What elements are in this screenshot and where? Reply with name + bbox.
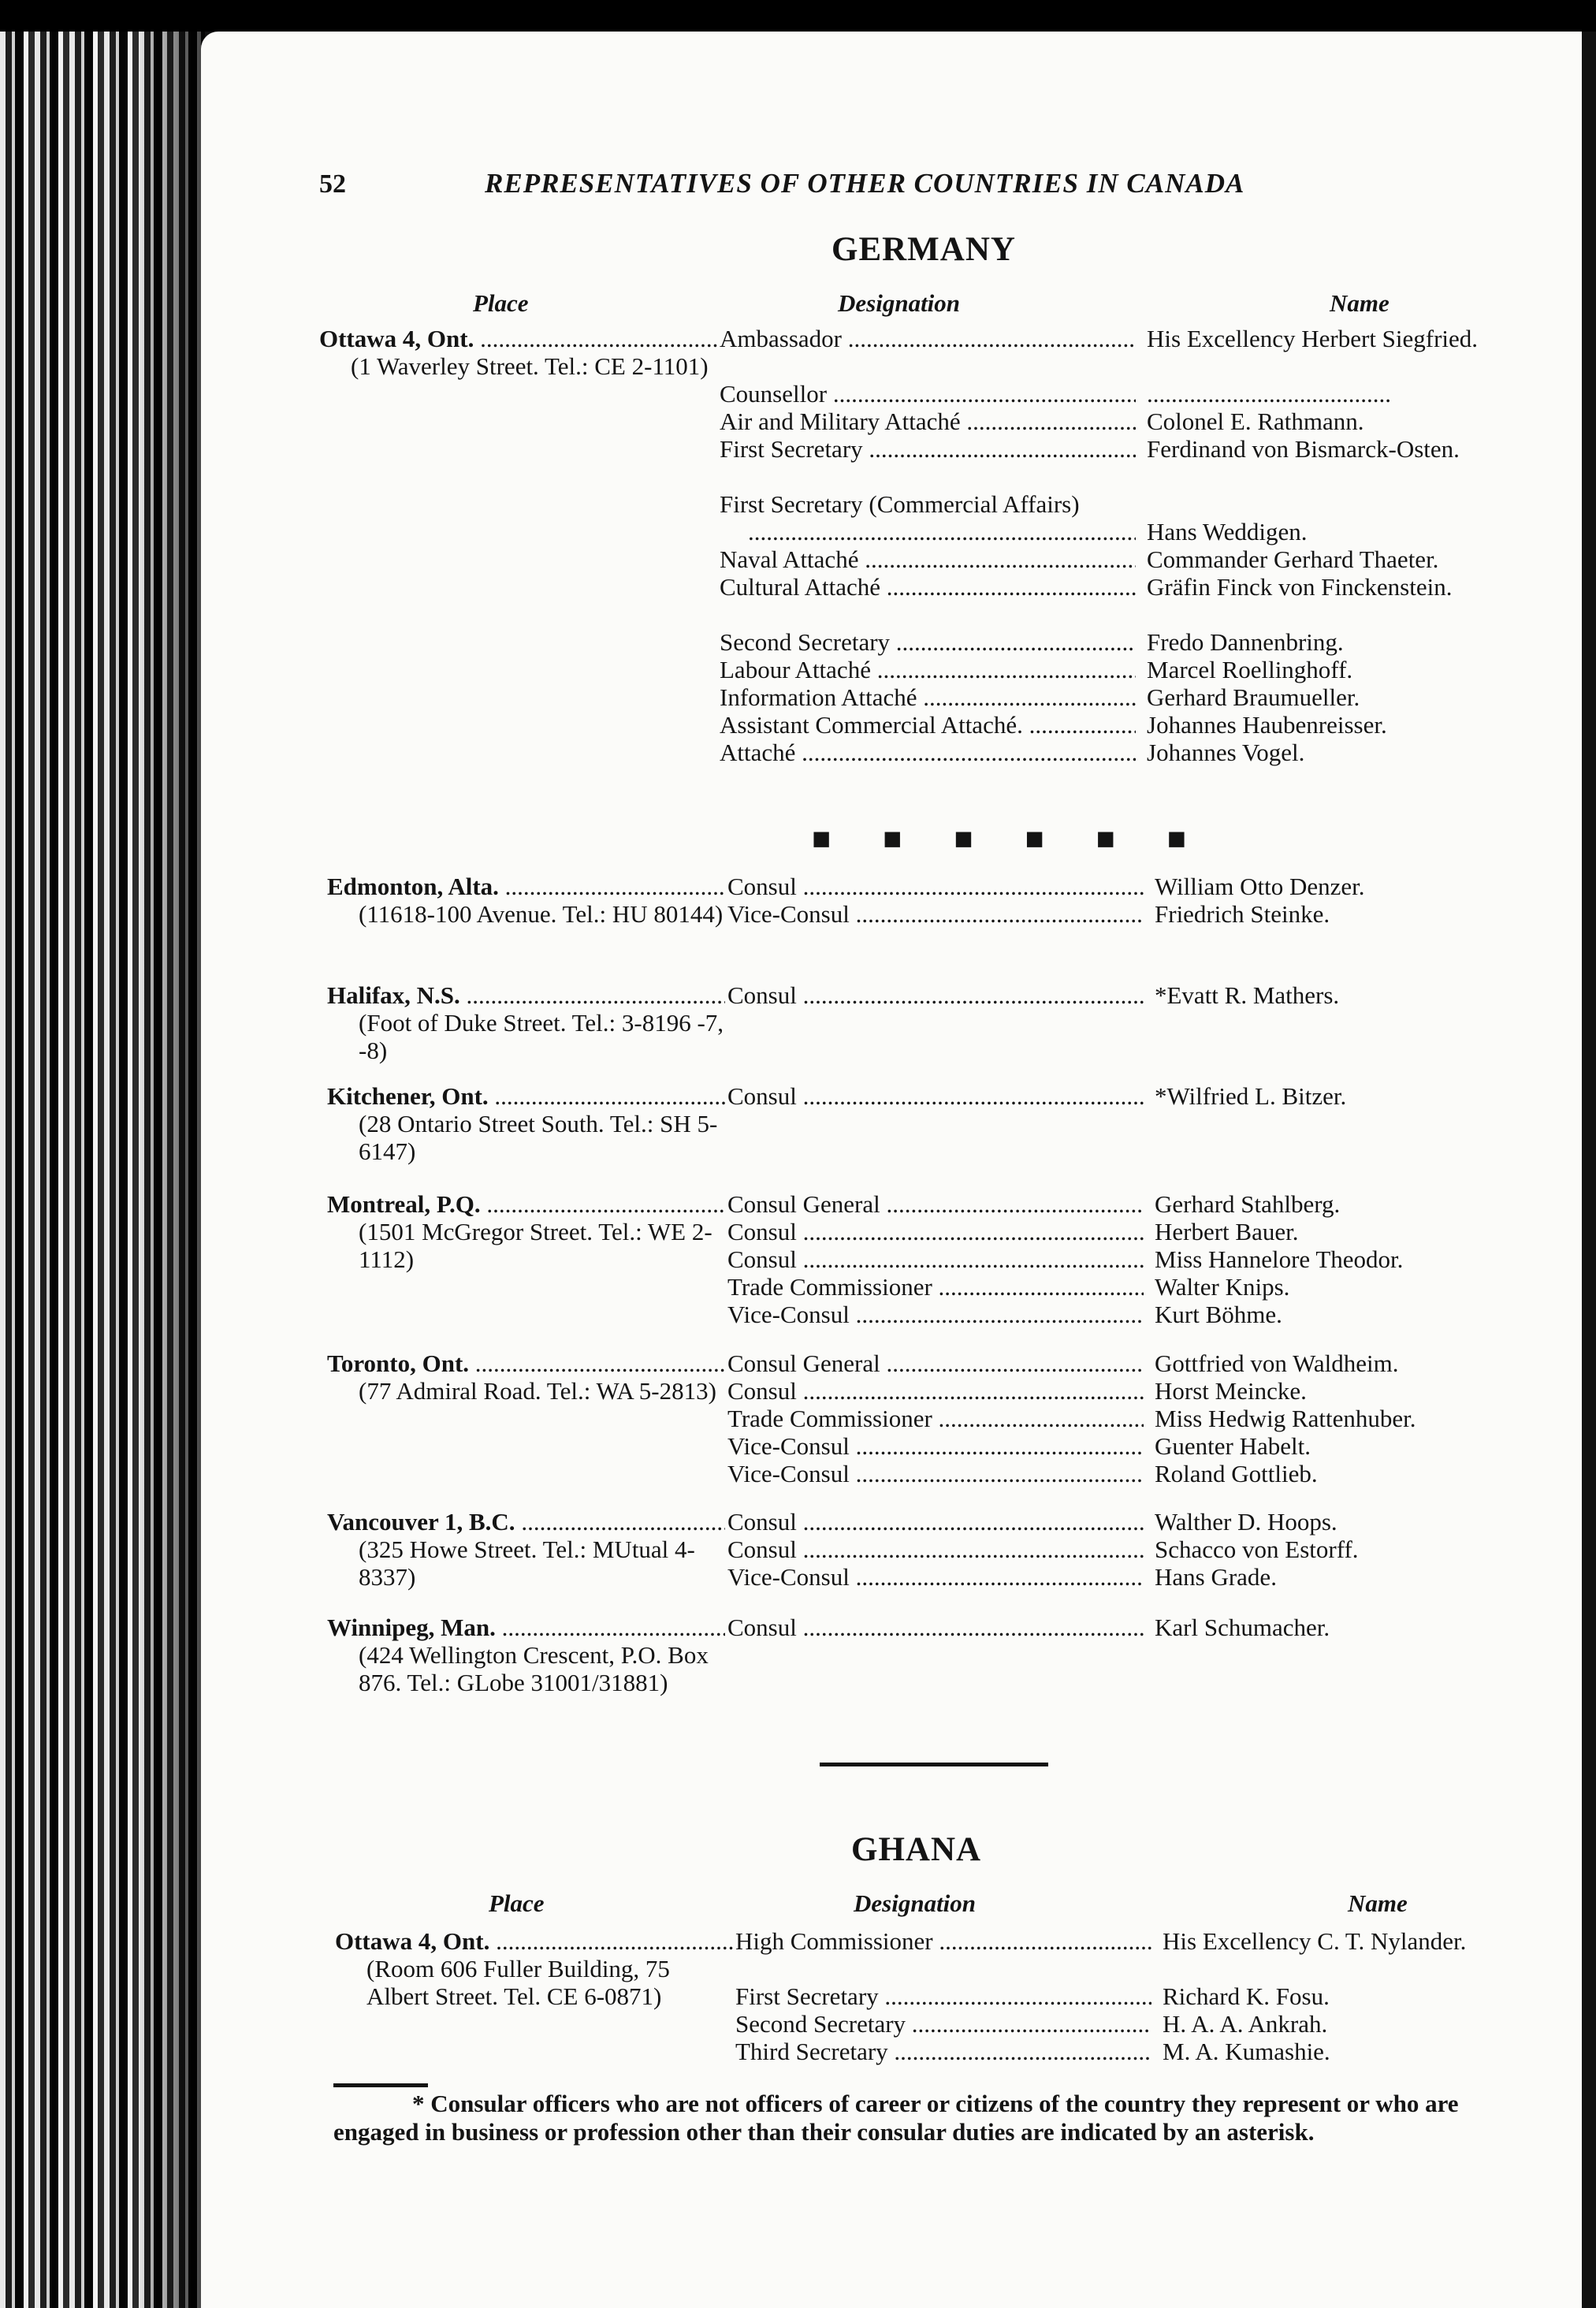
column-header-place: Place <box>473 289 529 317</box>
person-name: Friedrich Steinke. <box>1155 900 1330 928</box>
designation-cell <box>727 1082 1144 1110</box>
name-cell <box>1155 873 1525 928</box>
scan-right-border <box>1582 32 1596 2308</box>
place-cell <box>327 1614 725 1696</box>
designation: Vice-Consul ..... <box>727 1563 1144 1591</box>
entry-ghana-ottawa <box>335 1927 1564 2065</box>
name-cell <box>1155 1349 1525 1487</box>
name-cell <box>1147 325 1517 766</box>
designation: Naval Attaché ..... <box>720 545 1136 573</box>
page-number: 52 <box>319 169 346 199</box>
designation: Third Secretary ..... <box>735 2038 1151 2065</box>
designation: Consul ..... <box>727 873 1144 900</box>
person-name: Richard K. Fosu. <box>1163 1982 1330 2010</box>
designation: High Commissioner ..... <box>735 1927 1151 1955</box>
designation: Attaché ..... <box>720 739 1136 766</box>
designation: First Secretary ..... <box>720 435 1136 463</box>
footnote-rule <box>333 2083 428 2087</box>
person-name: Guenter Habelt. <box>1155 1432 1311 1460</box>
person-name: Colonel E. Rathmann. <box>1147 408 1364 435</box>
place-cell <box>319 325 717 380</box>
designation: Consul ..... <box>727 1614 1144 1641</box>
designation: Consul ..... <box>727 1245 1144 1273</box>
name-cell <box>1155 981 1525 1009</box>
place-name: Ottawa 4, Ont. ..... <box>319 325 717 352</box>
place-cell <box>335 1927 733 2010</box>
place-cell <box>327 873 725 928</box>
person-name: Kurt Böhme. <box>1155 1301 1282 1328</box>
entry-germany-winnipeg <box>327 1614 1557 1732</box>
place-cell <box>327 1349 725 1405</box>
entry-germany-kitchener <box>327 1082 1557 1169</box>
scan-top-border <box>0 0 1596 32</box>
entry-germany-halifax <box>327 981 1557 1068</box>
entry-germany-edmonton <box>327 873 1557 959</box>
designation-wrapped <box>720 490 1136 545</box>
person-name: Gräfin Finck von Finckenstein. <box>1147 573 1453 601</box>
designation: Second Secretary ..... <box>720 628 1136 656</box>
place-address: (11618-100 Avenue. Tel.: HU 80144) <box>359 900 724 928</box>
column-header-name: Name <box>1348 1889 1408 1917</box>
person-name: Johannes Vogel. <box>1147 739 1305 766</box>
designation-cell <box>720 325 1136 766</box>
person-name: Schacco von Estorff. <box>1155 1536 1359 1563</box>
place-name: Edmonton, Alta. ..... <box>327 873 725 900</box>
designation: Assistant Commercial Attaché. ..... <box>720 711 1136 739</box>
person-name: Marcel Roellinghoff. <box>1147 656 1353 683</box>
designation: Vice-Consul ..... <box>727 1301 1144 1328</box>
name-cell <box>1155 1190 1525 1328</box>
place-address: (28 Ontario Street South. Tel.: SH 5-6147) <box>359 1110 718 1165</box>
name-cell <box>1155 1614 1525 1641</box>
designation: Counsellor ..... <box>720 380 1136 408</box>
person-name: Gerhard Braumueller. <box>1147 683 1360 711</box>
person-name-vacant: ........................................ <box>1147 380 1391 408</box>
entry-germany-ottawa <box>319 325 1549 798</box>
binding-shadow <box>138 32 205 2308</box>
person-name: Hans Weddigen. <box>1147 518 1308 545</box>
designation: Consul ..... <box>727 1218 1144 1245</box>
person-name: M. A. Kumashie. <box>1163 2038 1330 2065</box>
place-name: Vancouver 1, B.C. ..... <box>327 1508 725 1536</box>
person-name: Walther D. Hoops. <box>1155 1508 1337 1536</box>
person-name: Miss Hannelore Theodor. <box>1155 1245 1404 1273</box>
place-cell <box>327 1082 725 1165</box>
person-name: Karl Schumacher. <box>1155 1614 1330 1641</box>
person-name: Fredo Dannenbring. <box>1147 628 1344 656</box>
section-divider-rule <box>820 1763 1048 1766</box>
entry-germany-montreal <box>327 1190 1557 1332</box>
person-name: *Wilfried L. Bitzer. <box>1155 1082 1347 1110</box>
place-address: (424 Wellington Crescent, P.O. Box 876. Tel.: GLobe 31001/31881) <box>359 1641 709 1696</box>
designation-cell <box>727 1190 1144 1328</box>
country-title-ghana: GHANA <box>851 1831 982 1868</box>
designation: Consul ..... <box>727 1536 1144 1563</box>
person-name: Horst Meincke. <box>1155 1377 1307 1405</box>
place-address: (Foot of Duke Street. Tel.: 3-8196 -7, -8) <box>359 1009 724 1064</box>
place-name: Montreal, P.Q. ..... <box>327 1190 725 1218</box>
person-name: Miss Hedwig Rattenhuber. <box>1155 1405 1416 1432</box>
designation: Air and Military Attaché ..... <box>720 408 1136 435</box>
designation-cell <box>735 1927 1151 2065</box>
person-name: Johannes Haubenreisser. <box>1147 711 1387 739</box>
person-name: Ferdinand von Bismarck-Osten. <box>1147 435 1460 463</box>
person-name: Gottfried von Waldheim. <box>1155 1349 1399 1377</box>
designation: Trade Commissioner ..... <box>727 1273 1144 1301</box>
designation-cell <box>727 1614 1144 1641</box>
place-cell <box>327 1508 725 1591</box>
place-name: Halifax, N.S. ..... <box>327 981 725 1009</box>
designation-cell <box>727 1508 1144 1591</box>
designation: Consul ..... <box>727 1082 1144 1110</box>
designation: Vice-Consul ..... <box>727 1460 1144 1487</box>
person-name: Roland Gottlieb. <box>1155 1460 1318 1487</box>
place-address: (1501 McGregor Street. Tel.: WE 2-1112) <box>359 1218 712 1273</box>
column-header-place: Place <box>489 1889 545 1917</box>
document-page <box>201 32 1582 2308</box>
designation-cell <box>727 981 1144 1009</box>
entry-germany-toronto <box>327 1349 1557 1491</box>
designation: Cultural Attaché ..... <box>720 573 1136 601</box>
designation-cell <box>727 873 1144 928</box>
designation: Labour Attaché ..... <box>720 656 1136 683</box>
person-name: Gerhard Stahlberg. <box>1155 1190 1341 1218</box>
place-name: Kitchener, Ont. ..... <box>327 1082 725 1110</box>
place-address: (77 Admiral Road. Tel.: WA 5-2813) <box>359 1377 716 1405</box>
person-name: Hans Grade. <box>1155 1563 1277 1591</box>
entry-germany-vancouver <box>327 1508 1557 1595</box>
place-name: Toronto, Ont. ..... <box>327 1349 725 1377</box>
designation-cell <box>727 1349 1144 1487</box>
designation: Trade Commissioner ..... <box>727 1405 1144 1432</box>
designation: Consul General ..... <box>727 1190 1144 1218</box>
place-cell <box>327 981 725 1064</box>
person-name: His Excellency Herbert Siegfried. <box>1147 325 1479 352</box>
place-name: Ottawa 4, Ont. ..... <box>335 1927 733 1955</box>
designation: Ambassador ..... <box>720 325 1136 352</box>
place-name: Winnipeg, Man. ..... <box>327 1614 725 1641</box>
name-cell <box>1163 1927 1533 2065</box>
designation: Consul General ..... <box>727 1349 1144 1377</box>
person-name: *Evatt R. Mathers. <box>1155 981 1340 1009</box>
column-header-name: Name <box>1330 289 1390 317</box>
person-name: H. A. A. Ankrah. <box>1163 2010 1328 2038</box>
place-cell <box>327 1190 725 1273</box>
designation: Vice-Consul ..... <box>727 1432 1144 1460</box>
person-name: His Excellency C. T. Nylander. <box>1163 1927 1467 1955</box>
designation: First Secretary ..... <box>735 1982 1151 2010</box>
person-name: Herbert Bauer. <box>1155 1218 1299 1245</box>
designation: Information Attaché ..... <box>720 683 1136 711</box>
designation: Vice-Consul ..... <box>727 900 1144 928</box>
footnote: * Consular officers who are not officers of career or citizens of the country they represent or who are engaged in business or profession other than their consular duties are indicated by an asterisk. <box>333 2090 1459 2146</box>
person-name: Commander Gerhard Thaeter. <box>1147 545 1439 573</box>
country-title-germany: GERMANY <box>831 231 1016 268</box>
column-header-designation: Designation <box>854 1889 977 1917</box>
column-header-designation: Designation <box>838 289 961 317</box>
name-cell <box>1155 1082 1525 1110</box>
name-cell <box>1155 1508 1525 1591</box>
place-address: (Room 606 Fuller Building, 75 Albert Street. Tel. CE 6-0871) <box>366 1955 670 2010</box>
designation: Consul ..... <box>727 1508 1144 1536</box>
place-address: (325 Howe Street. Tel.: MUtual 4-8337) <box>359 1536 695 1591</box>
running-head: REPRESENTATIVES OF OTHER COUNTRIES IN CANADA <box>485 168 1245 199</box>
section-separator: ■ ■ ■ ■ ■ ■ <box>812 821 1208 856</box>
person-name: William Otto Denzer. <box>1155 873 1365 900</box>
designation: First Secretary (Commercial Affairs) ..... <box>720 490 1136 545</box>
designation: Second Secretary ..... <box>735 2010 1151 2038</box>
designation: Consul ..... <box>727 981 1144 1009</box>
person-name: Walter Knips. <box>1155 1273 1290 1301</box>
designation: Consul ..... <box>727 1377 1144 1405</box>
place-address: (1 Waverley Street. Tel.: CE 2-1101) <box>351 352 709 380</box>
